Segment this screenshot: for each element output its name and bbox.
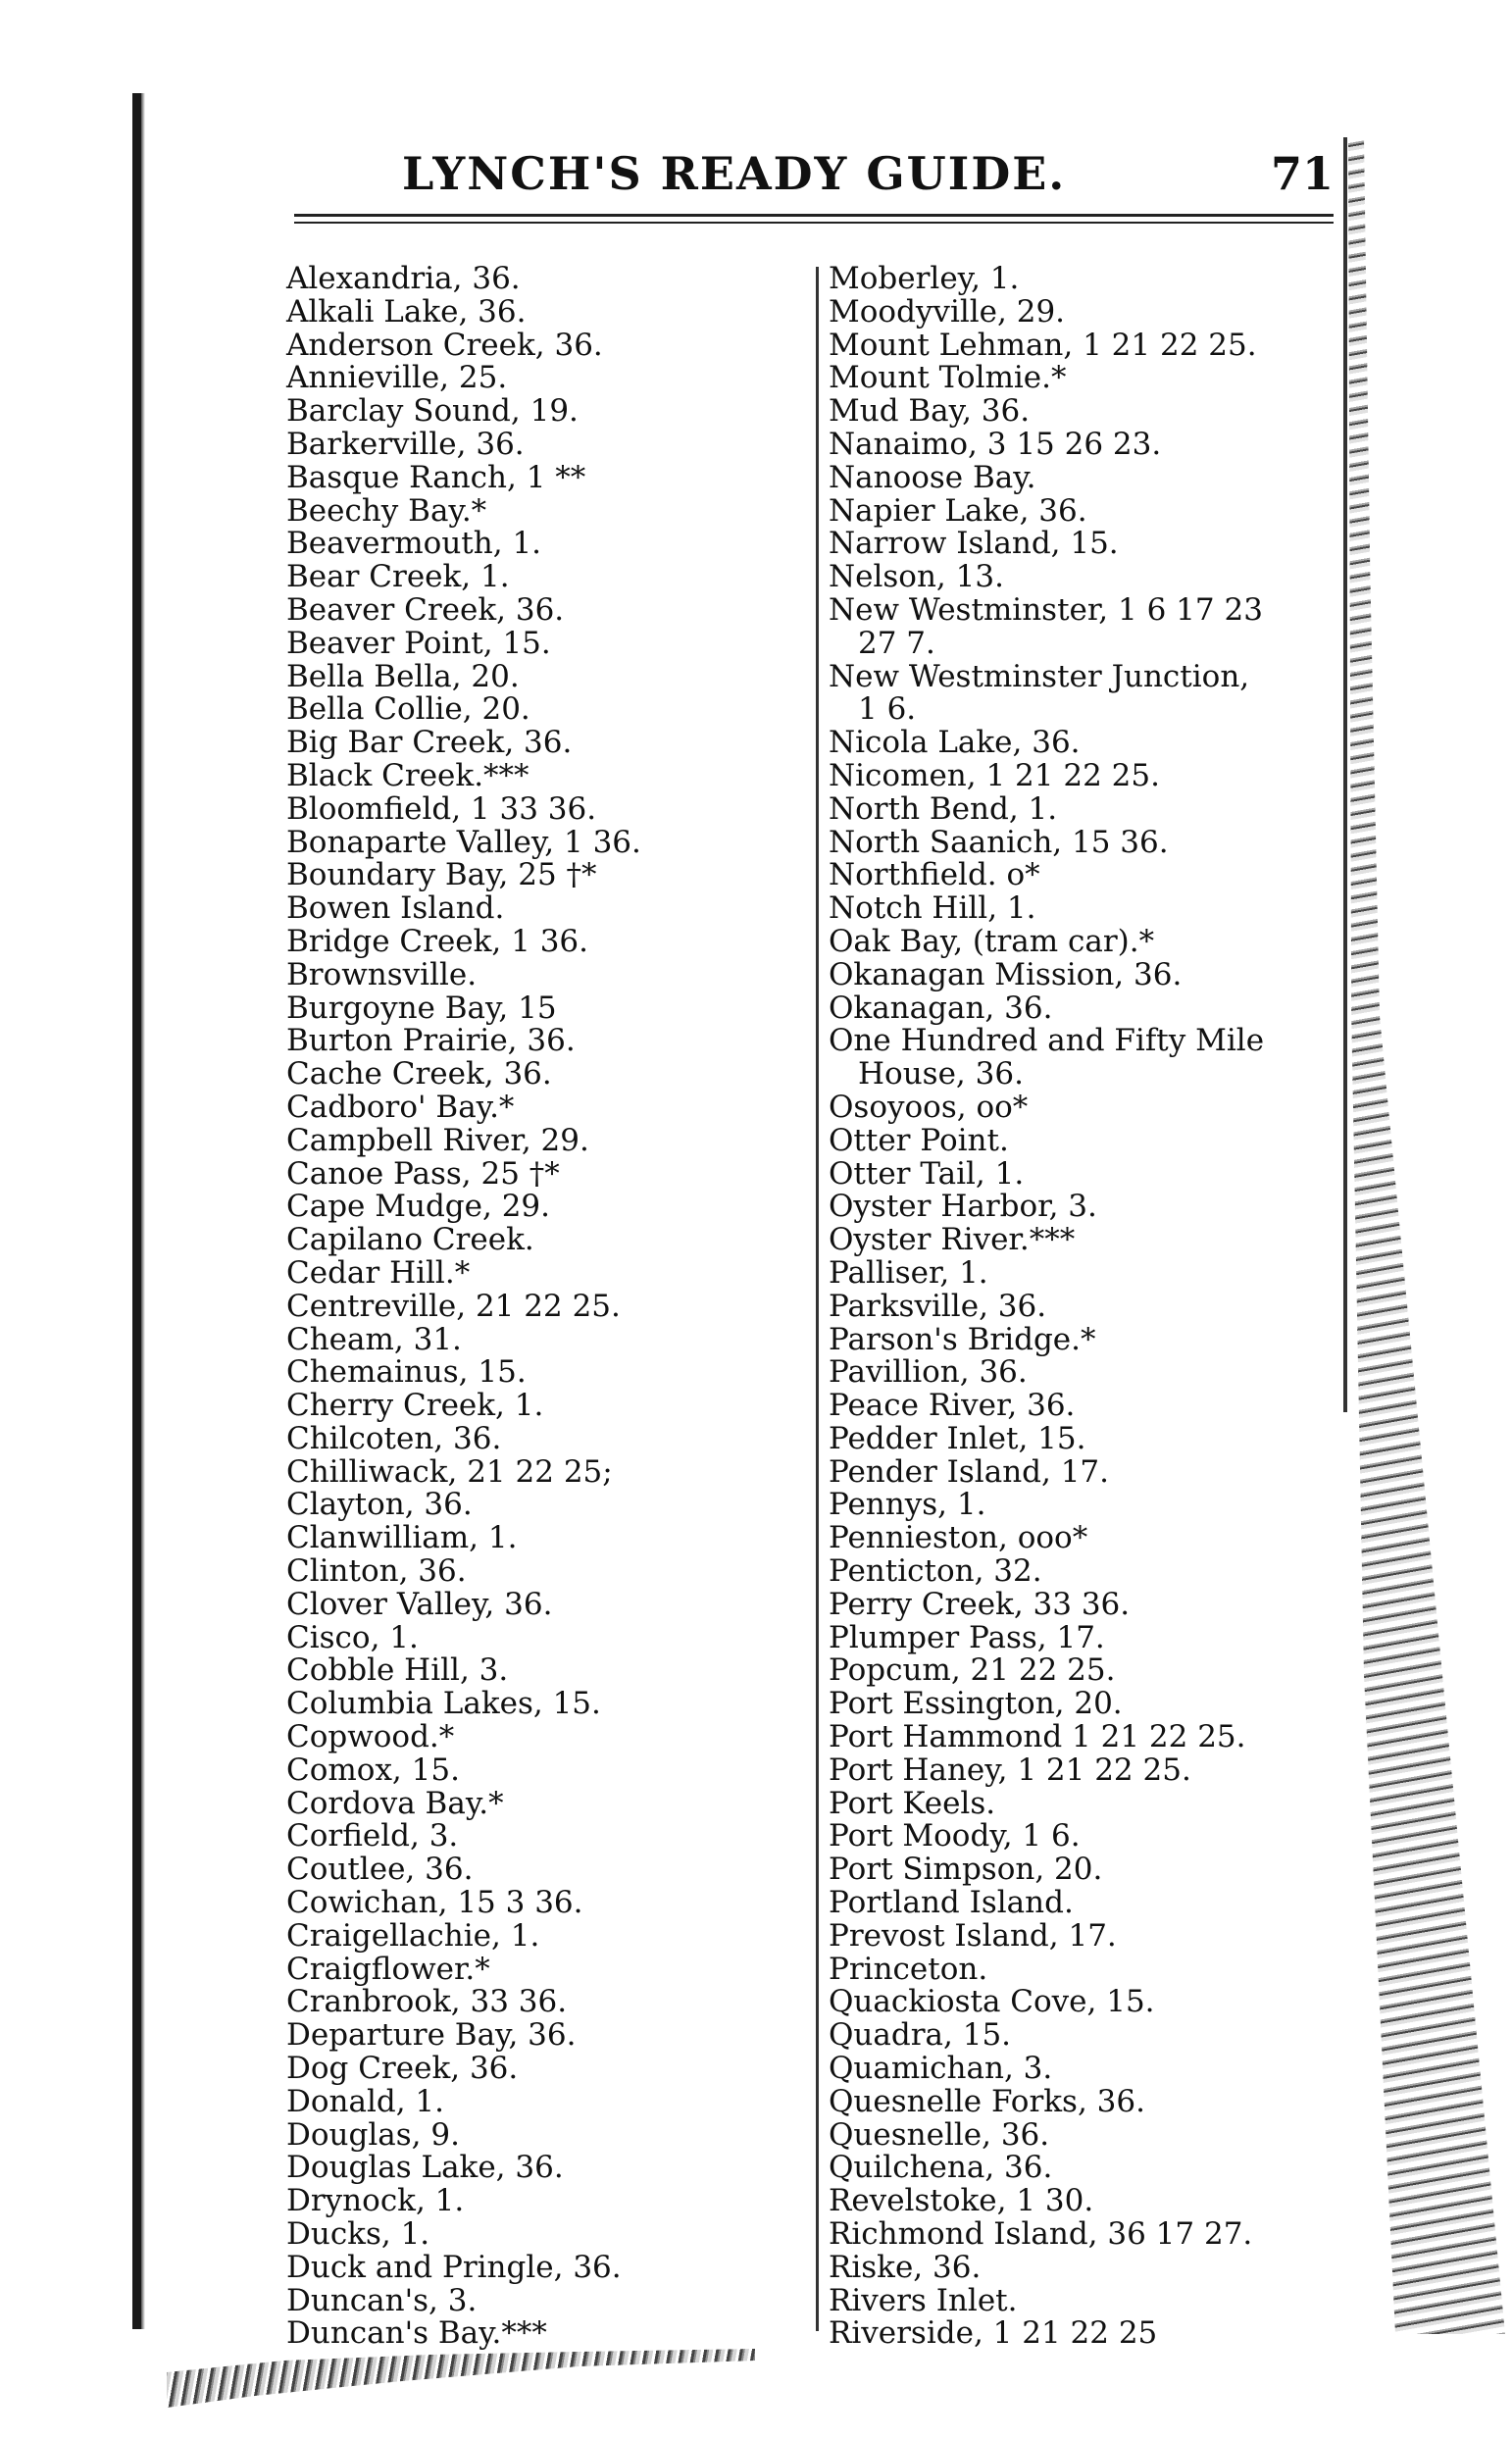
header-title: LYNCH'S READY GUIDE. bbox=[402, 147, 1067, 200]
directory-entry: Duck and Pringle, 36. bbox=[286, 2249, 622, 2285]
directory-entry: Chilliwack, 21 22 25; bbox=[286, 1453, 613, 1490]
directory-entry: Barclay Sound, 19. bbox=[286, 393, 579, 430]
header-rule-bottom bbox=[294, 222, 1334, 224]
directory-entry: Rivers Inlet. bbox=[829, 2282, 1018, 2318]
directory-entry: Clover Valley, 36. bbox=[286, 1586, 553, 1622]
directory-entry: Prevost Island, 17. bbox=[829, 1917, 1117, 1954]
binding-edge bbox=[132, 93, 141, 2329]
directory-entry: Brownsville. bbox=[286, 956, 478, 992]
directory-entry: Boundary Bay, 25 †* bbox=[286, 857, 597, 893]
directory-entry: Okanagan Mission, 36. bbox=[829, 956, 1183, 992]
directory-entry: Nanoose Bay. bbox=[829, 459, 1036, 495]
directory-entry: Riverside, 1 21 22 25 bbox=[829, 2315, 1158, 2352]
directory-entry: Cheam, 31. bbox=[286, 1321, 462, 1357]
running-header bbox=[294, 147, 1341, 216]
directory-entry: Parksville, 36. bbox=[829, 1288, 1047, 1324]
directory-entry: New Westminster Junction, bbox=[829, 658, 1250, 694]
directory-entry: Alexandria, 36. bbox=[286, 261, 521, 296]
directory-entry: Quamichan, 3. bbox=[829, 2051, 1053, 2087]
directory-entry: North Bend, 1. bbox=[829, 790, 1058, 827]
directory-entry: Notch Hill, 1. bbox=[829, 890, 1036, 927]
directory-entry: Moberley, 1. bbox=[829, 261, 1020, 296]
directory-entry: Otter Point. bbox=[829, 1122, 1009, 1158]
directory-entry: Cache Creek, 36. bbox=[286, 1056, 552, 1092]
directory-entry: Cadboro' Bay.* bbox=[286, 1089, 515, 1125]
directory-entry: Big Bar Creek, 36. bbox=[286, 725, 573, 761]
page-number: 71 bbox=[1270, 147, 1334, 200]
directory-entry: Bella Collie, 20. bbox=[286, 691, 530, 728]
directory-entry: Peace River, 36. bbox=[829, 1388, 1076, 1424]
directory-entry: Pennieston, ooo* bbox=[829, 1520, 1088, 1556]
directory-entry: Cisco, 1. bbox=[286, 1619, 419, 1655]
right-page-edge-texture bbox=[1348, 137, 1505, 2334]
directory-entry: Port Simpson, 20. bbox=[829, 1852, 1103, 1888]
directory-entry: Canoe Pass, 25 †* bbox=[286, 1155, 560, 1192]
directory-entry: Popcum, 21 22 25. bbox=[829, 1652, 1116, 1689]
directory-entry: Nicomen, 1 21 22 25. bbox=[829, 757, 1160, 793]
directory-entry: Palliser, 1. bbox=[829, 1254, 988, 1291]
directory-entry: Princeton. bbox=[829, 1951, 988, 1987]
directory-entry: Quackiosta Cove, 15. bbox=[829, 1984, 1155, 2020]
directory-entry: Oyster Harbor, 3. bbox=[829, 1189, 1097, 1225]
directory-entry: Perry Creek, 33 36. bbox=[829, 1586, 1131, 1622]
directory-entry: Cherry Creek, 1. bbox=[286, 1388, 544, 1424]
directory-entry: Quilchena, 36. bbox=[829, 2150, 1053, 2186]
directory-entry: Riske, 36. bbox=[829, 2249, 982, 2285]
directory-entry: Osoyoos, oo* bbox=[829, 1089, 1029, 1125]
directory-entry: Beechy Bay.* bbox=[286, 492, 487, 529]
directory-entry: Port Haney, 1 21 22 25. bbox=[829, 1752, 1191, 1788]
directory-entry: Corfield, 3. bbox=[286, 1818, 459, 1854]
directory-entry: Mud Bay, 36. bbox=[829, 393, 1031, 430]
directory-entry: Narrow Island, 15. bbox=[829, 526, 1119, 562]
directory-entry: Quesnelle Forks, 36. bbox=[829, 2083, 1145, 2119]
directory-entry: Moodyville, 29. bbox=[829, 293, 1066, 330]
directory-entry: Portland Island. bbox=[829, 1885, 1074, 1921]
directory-entry: Cordova Bay.* bbox=[286, 1785, 504, 1821]
directory-entry: Penticton, 32. bbox=[829, 1553, 1042, 1590]
right-column-list bbox=[829, 263, 1348, 2351]
directory-entry: Quesnelle, 36. bbox=[829, 2116, 1050, 2153]
directory-entry: Oyster River.*** bbox=[829, 1222, 1076, 1258]
directory-entry: Anderson Creek, 36. bbox=[286, 327, 603, 363]
left-column-list bbox=[286, 263, 796, 2351]
directory-entry: Bridge Creek, 1 36. bbox=[286, 923, 589, 959]
directory-entry: Copwood.* bbox=[286, 1719, 455, 1755]
directory-entry: Pennys, 1. bbox=[829, 1487, 986, 1523]
header-rule-top bbox=[294, 214, 1334, 217]
directory-entry: Craigellachie, 1. bbox=[286, 1917, 540, 1954]
directory-entry: Douglas Lake, 36. bbox=[286, 2150, 564, 2186]
directory-entry: Alkali Lake, 36. bbox=[286, 293, 527, 330]
directory-entry: Beaver Point, 15. bbox=[286, 625, 551, 661]
directory-entry: Napier Lake, 36. bbox=[829, 492, 1087, 529]
directory-entry: Pender Island, 17. bbox=[829, 1453, 1110, 1490]
directory-entry: Cedar Hill.* bbox=[286, 1254, 471, 1291]
directory-entry: Port Keels. bbox=[829, 1785, 996, 1821]
directory-entry: Cape Mudge, 29. bbox=[286, 1189, 550, 1225]
directory-entry: Nelson, 13. bbox=[829, 559, 1004, 595]
directory-entry: Burgoyne Bay, 15 bbox=[286, 990, 557, 1026]
directory-entry: Quadra, 15. bbox=[829, 2017, 1012, 2054]
directory-entry: Barkerville, 36. bbox=[286, 426, 525, 462]
directory-entry: Chilcoten, 36. bbox=[286, 1420, 502, 1456]
directory-entry: Departure Bay, 36. bbox=[286, 2017, 577, 2054]
directory-entry: Cowichan, 15 3 36. bbox=[286, 1885, 583, 1921]
directory-entry: Bloomfield, 1 33 36. bbox=[286, 790, 597, 827]
directory-entry: Pavillion, 36. bbox=[829, 1354, 1028, 1391]
directory-entry: 27 7. bbox=[858, 625, 935, 661]
directory-entry: Burton Prairie, 36. bbox=[286, 1023, 576, 1059]
directory-entry: House, 36. bbox=[858, 1056, 1024, 1092]
directory-entry: Comox, 15. bbox=[286, 1752, 460, 1788]
directory-entry: Revelstoke, 1 30. bbox=[829, 2183, 1094, 2219]
directory-entry: Douglas, 9. bbox=[286, 2116, 460, 2153]
directory-entry: Capilano Creek. bbox=[286, 1222, 534, 1258]
directory-entry: Duncan's Bay.*** bbox=[286, 2315, 547, 2352]
directory-entry: New Westminster, 1 6 17 23 bbox=[829, 591, 1263, 628]
directory-entry: Donald, 1. bbox=[286, 2083, 445, 2119]
directory-entry: Centreville, 21 22 25. bbox=[286, 1288, 621, 1324]
directory-entry: Bonaparte Valley, 1 36. bbox=[286, 824, 641, 860]
directory-entry: Chemainus, 15. bbox=[286, 1354, 527, 1391]
directory-entry: Clinton, 36. bbox=[286, 1553, 467, 1590]
directory-entry: Pedder Inlet, 15. bbox=[829, 1420, 1086, 1456]
directory-entry: Northfield. o* bbox=[829, 857, 1040, 893]
directory-entry: Parson's Bridge.* bbox=[829, 1321, 1096, 1357]
directory-entry: Oak Bay, (tram car).* bbox=[829, 923, 1155, 959]
directory-entry: North Saanich, 15 36. bbox=[829, 824, 1169, 860]
directory-entry: 1 6. bbox=[858, 691, 917, 728]
directory-entry: Bella Bella, 20. bbox=[286, 658, 520, 694]
directory-entry: Drynock, 1. bbox=[286, 2183, 465, 2219]
directory-entry: Campbell River, 29. bbox=[286, 1122, 589, 1158]
directory-entry: Annieville, 25. bbox=[286, 360, 508, 396]
directory-entry: Beaver Creek, 36. bbox=[286, 591, 565, 628]
directory-entry: Plumper Pass, 17. bbox=[829, 1619, 1105, 1655]
directory-entry: Richmond Island, 36 17 27. bbox=[829, 2216, 1253, 2253]
directory-entry: Cobble Hill, 3. bbox=[286, 1652, 509, 1689]
directory-entry: Clayton, 36. bbox=[286, 1487, 473, 1523]
directory-entry: Mount Lehman, 1 21 22 25. bbox=[829, 327, 1257, 363]
directory-entry: Port Moody, 1 6. bbox=[829, 1818, 1081, 1854]
directory-entry: Craigflower.* bbox=[286, 1951, 490, 1987]
binding-shadow bbox=[141, 93, 145, 2329]
directory-entry: Nicola Lake, 36. bbox=[829, 725, 1081, 761]
column-divider bbox=[816, 267, 819, 2331]
directory-entry: Cranbrook, 33 36. bbox=[286, 1984, 568, 2020]
directory-entry: Mount Tolmie.* bbox=[829, 360, 1067, 396]
directory-entry: One Hundred and Fifty Mile bbox=[829, 1023, 1265, 1059]
directory-entry: Nanaimo, 3 15 26 23. bbox=[829, 426, 1162, 462]
directory-entry: Basque Ranch, 1 ** bbox=[286, 459, 586, 495]
directory-entry: Port Hammond 1 21 22 25. bbox=[829, 1719, 1246, 1755]
directory-entry: Otter Tail, 1. bbox=[829, 1155, 1025, 1192]
directory-entry: Coutlee, 36. bbox=[286, 1852, 474, 1888]
bottom-page-edge-texture bbox=[167, 2349, 755, 2408]
directory-entry: Ducks, 1. bbox=[286, 2216, 430, 2253]
directory-entry: Bowen Island. bbox=[286, 890, 505, 927]
directory-entry: Okanagan, 36. bbox=[829, 990, 1053, 1026]
directory-entry: Columbia Lakes, 15. bbox=[286, 1686, 601, 1722]
directory-entry: Dog Creek, 36. bbox=[286, 2051, 519, 2087]
directory-entry: Black Creek.*** bbox=[286, 757, 529, 793]
directory-entry: Port Essington, 20. bbox=[829, 1686, 1123, 1722]
directory-entry: Clanwilliam, 1. bbox=[286, 1520, 518, 1556]
directory-entry: Bear Creek, 1. bbox=[286, 559, 510, 595]
directory-entry: Duncan's, 3. bbox=[286, 2282, 478, 2318]
directory-entry: Beavermouth, 1. bbox=[286, 526, 542, 562]
